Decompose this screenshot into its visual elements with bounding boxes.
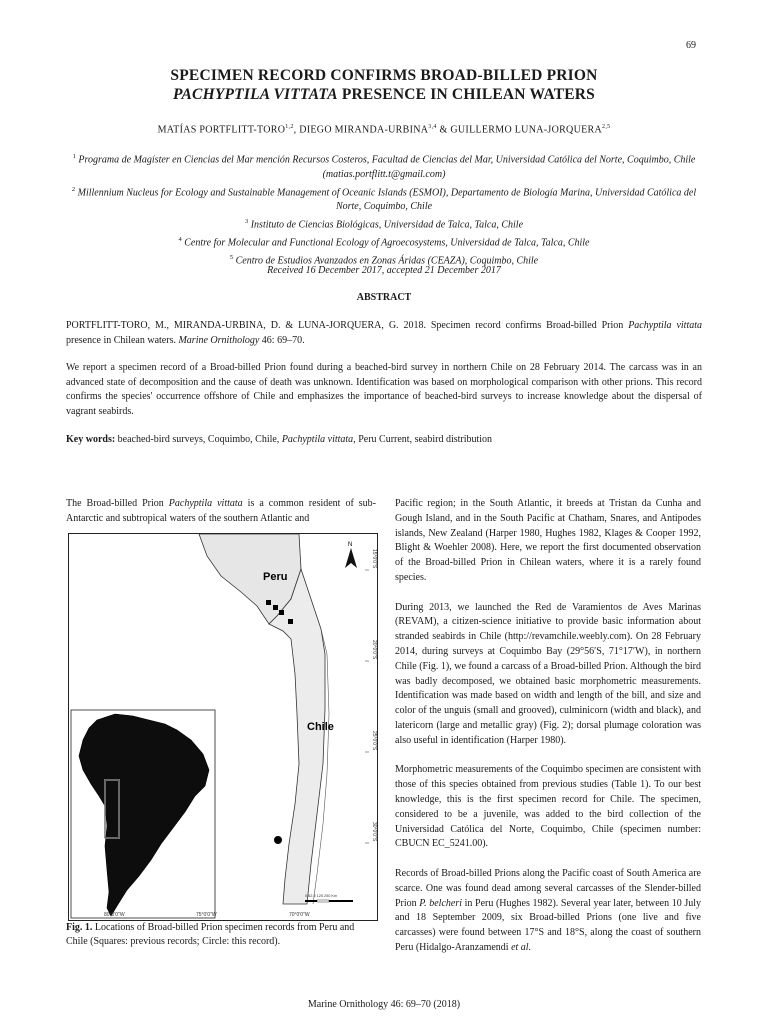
right-paragraph-3: Morphometric measurements of the Coquimbo specimen are consistent with those of this species obtained from previous studies (Table 1). To our best knowledge, this is the first specimen record for Chile. The specimen, considered to be a juvenile, was added to the bird collection of the Universidad Católica del Norte, Coquimbo, Chile (specimen number: CBUCN EC_5241.00). — [395, 764, 701, 850]
lat-ticks — [365, 549, 377, 843]
author-2-sup: 3,4 — [428, 124, 437, 130]
title-species: PACHYPTILA VITTATA — [172, 86, 338, 103]
abstract-text: We report a specimen record of a Broad-billed Prion found during a beached-bird survey in northern Chile on 28 February 2014. The carcass was in an advanced state of decomposition and the cause of death was unknown. Identification was based on morphological comparison with other prions. This record confirms the species' occurrence offshore of Chile and emphasizes the importance of beached-bird surveys to increase knowledge about the dispersal of vagrant seabirds. — [66, 362, 702, 417]
intro-species: Pachyptila vittata — [168, 498, 243, 509]
affiliation-5-text: Centro de Estudios Avanzados en Zonas Áridas (CEAZA), Coquimbo, Chile — [235, 255, 539, 267]
lon-label-1: 80°0'0"W — [104, 912, 125, 918]
citation-journal: Marine Ornithology — [178, 334, 260, 346]
lat-label-4: 30°0'0"S — [371, 822, 377, 842]
lon-label-3: 70°0'0"W — [289, 912, 310, 918]
figure-1-map — [68, 533, 378, 921]
map-svg — [69, 534, 377, 920]
affiliation-3-sup: 3 — [244, 218, 249, 226]
affiliations — [66, 150, 702, 269]
keywords-text-2: , Peru Current, seabird distribution — [353, 434, 493, 445]
intro-text-1: The Broad-billed Prion — [66, 498, 169, 509]
citation-text-1: PORTFLITT-TORO, M., MIRANDA-URBINA, D. & LUNA-JORQUERA, G. 2018. Specimen record confirms Broad-billed Prion — [66, 320, 629, 331]
citation-species: Pachyptila vittata — [628, 320, 702, 331]
affiliation-3 — [66, 215, 702, 233]
lat-label-2: 20°0'0"S — [371, 640, 377, 660]
p4-etal: et al. — [511, 941, 532, 953]
received-date: Received 16 December 2017, accepted 21 December 2017 — [267, 265, 501, 276]
affiliation-2-sup: 2 — [71, 185, 76, 193]
label-chile: Chile — [307, 721, 334, 733]
left-col-intro — [66, 497, 376, 527]
citation-text-2: presence in Chilean waters. — [66, 334, 179, 346]
title-line-1: SPECIMEN RECORD CONFIRMS BROAD-BILLED PRION — [170, 67, 598, 84]
author-list — [0, 124, 768, 135]
record-square — [266, 600, 271, 605]
label-peru: Peru — [263, 571, 288, 583]
author-sep-2: & — [436, 124, 451, 136]
author-3: GUILLERMO LUNA-JORQUERA — [450, 124, 603, 136]
scale-label: 0 62.5 125 250 Km — [305, 894, 338, 898]
right-paragraph-1: Pacific region; in the South Atlantic, it breeds at Tristan da Cunha and Gough Island, and in the South Pacific at Chatham, Snares, and Antipodes islands, New Zealand (Harper 1980, Hughes 1982, Klages & Cooper 1992, Blight & Woehler 2008). Here, we report the first documented observation of the Broad-billed Prion in Chilean waters, where it is a rarely found species. — [395, 498, 701, 583]
figure-caption — [66, 921, 378, 949]
record-circle — [274, 836, 282, 844]
right-paragraph-4 — [395, 867, 701, 956]
lat-label-3: 25°0'0"S — [371, 731, 377, 751]
affiliation-2-text: Millennium Nucleus for Ecology and Sustainable Management of Oceanic Islands (ESMOI), Departamento de Biología Marina, Universidad Católica del Norte, Coquimbo, Chile — [77, 186, 697, 213]
keywords-text-1: beached-bird surveys, Coquimbo, Chile, — [115, 434, 282, 445]
keywords-label: Key words: — [66, 434, 116, 445]
keywords — [66, 433, 702, 448]
intro-text-2: is a common resident of sub-Antarctic and subtropical waters of the southern Atlantic and — [66, 498, 377, 524]
citation — [66, 319, 702, 348]
affiliation-4-text: Centre for Molecular and Functional Ecology of Agroecosystems, Universidad de Talca, Talca, Chile — [184, 237, 590, 249]
north-label: N — [348, 542, 353, 548]
caption-label: Fig. 1. — [66, 922, 93, 933]
keywords-species: Pachyptila vittata — [281, 434, 354, 445]
inset-map — [71, 710, 215, 918]
author-3-sup: 2,5 — [602, 124, 611, 130]
paper-title — [0, 66, 768, 104]
affiliation-1 — [66, 150, 702, 183]
record-square — [288, 619, 293, 624]
lat-label-1: 15°0'0"S — [371, 549, 377, 569]
citation-text-3: 46: 69–70. — [259, 334, 305, 346]
affiliation-2 — [66, 183, 702, 216]
caption-text: Locations of Broad-billed Prion specimen records from Peru and Chile (Squares: previous records; Circle: this record). — [66, 922, 355, 948]
north-arrow-icon — [345, 542, 357, 568]
page-number: 69 — [686, 40, 696, 51]
author-1: MATÍAS PORTFLITT-TORO — [157, 124, 286, 136]
right-paragraph-2: During 2013, we launched the Red de Varamientos de Aves Marinas (REVAM), a citizen-science initiative to provide basic information about stranded seabirds in Chile (http://revamchile.weebly.com). On 28 February 2014, during surveys at Coquimbo Bay (29°56′S, 71°17′W), in northern Chile (Fig. 1), we found a carcass of a Broad-billed Prion. Although the bird was badly decomposed, we obtained basic morphometric measurements. Identification was made based on width and length of the bill, and size and color of the unguis (small and grooved), culminicorn (width and black), and latericorn (large and metallic gray) (Fig. 2); dorsal plumage coloration was also useful in identification (Harper 1980). — [395, 601, 701, 746]
title-rest: PRESENCE IN CHILEAN WATERS — [337, 86, 595, 103]
affiliation-1-text: Programa de Magíster en Ciencias del Mar mención Recursos Costeros, Facultad de Ciencias del Mar, Universidad Católica del Norte, Coquimbo, Chile (matias.portflitt.t@gmail.com) — [78, 154, 696, 180]
chile-coast — [269, 569, 325, 904]
affiliation-3-text: Instituto de Ciencias Biológicas, Universidad de Talca, Talca, Chile — [250, 219, 524, 231]
right-column — [395, 497, 701, 971]
affiliation-1-sup: 1 — [72, 153, 76, 160]
abstract-heading: ABSTRACT — [356, 292, 412, 303]
title-line-2 — [0, 85, 768, 104]
affiliation-4-sup: 4 — [178, 235, 182, 243]
record-square — [279, 610, 284, 615]
p4-text-2: in Peru (Hughes 1982). Several year later, between 10 July and 18 September 2009, six Broad-billed Prions (one live and five carcasses) were found between 17°S and 18°S, along the coast of southern Peru (Hidalgo-Aranzamendi — [395, 897, 701, 953]
scale-bar — [305, 894, 353, 902]
affiliation-4 — [66, 233, 702, 251]
author-1-sup: 1,2 — [285, 124, 294, 130]
record-square — [273, 605, 278, 610]
p4-text-1: Records of Broad-billed Prions along the Pacific coast of South America are scarce. One was found dead among several carcasses of the Slender-billed Prion — [395, 867, 701, 909]
page-footer: Marine Ornithology 46: 69–70 (2018) — [307, 999, 461, 1010]
lon-label-2: 75°0'0"W — [196, 912, 217, 918]
p4-species: P. belcheri — [419, 897, 462, 909]
author-sep-1: , — [293, 124, 300, 136]
affiliation-5-sup: 5 — [229, 253, 234, 261]
author-2: DIEGO MIRANDA-URBINA — [299, 124, 429, 136]
